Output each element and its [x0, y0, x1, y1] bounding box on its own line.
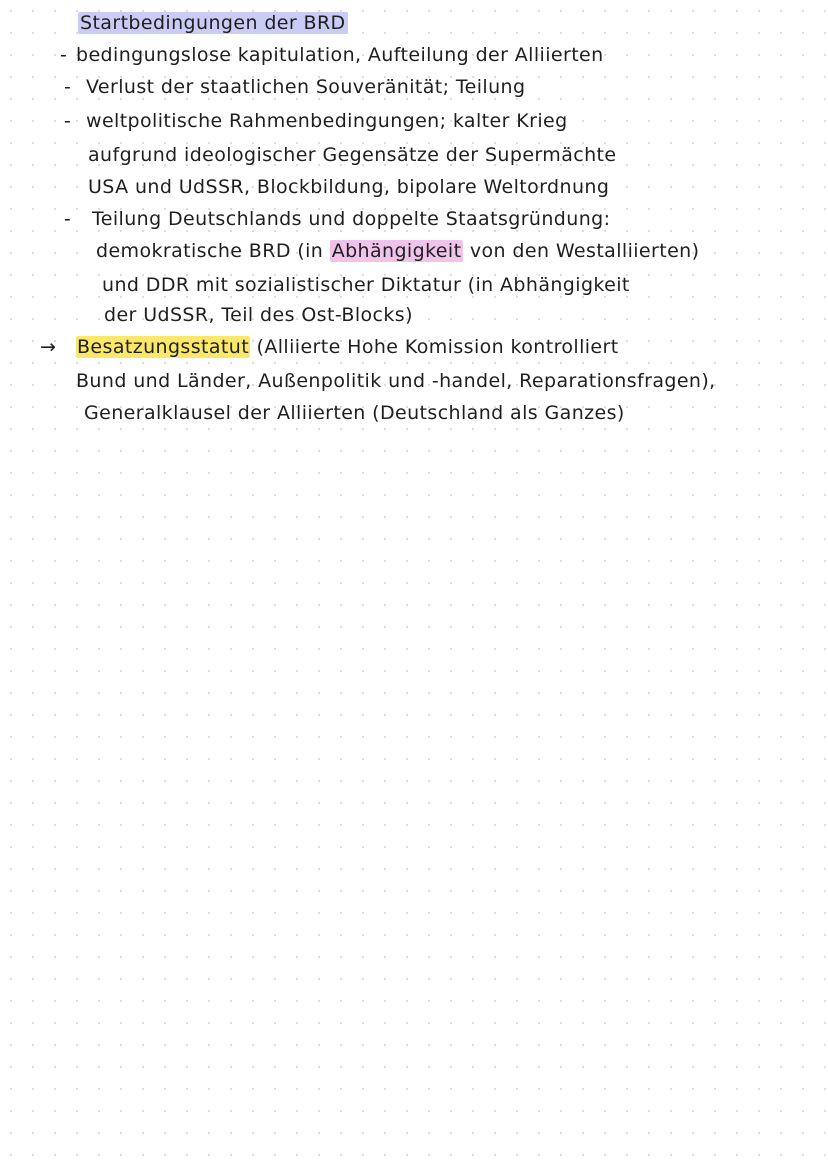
bullet-line: Verlust der staatlichen Souveränität; Teilung [86, 76, 526, 98]
text-segment: von den Westalliierten) [469, 240, 700, 262]
text-segment: demokratische BRD (in [96, 240, 324, 262]
bullet-line-continued: der UdSSR, Teil des Ost-Blocks) [104, 304, 413, 326]
bullet-line: bedingungslose kapitulation, Aufteilung der Alliierten [76, 44, 604, 66]
bullet-line: Teilung Deutschlands und doppelte Staatsgründung: [92, 208, 611, 230]
arrow-icon: → [40, 336, 56, 358]
dash-bullet: - [64, 76, 71, 98]
abhaengigkeit-highlight: Abhängigkeit [331, 240, 462, 262]
heading-highlight: Startbedingungen der BRD [80, 12, 346, 34]
besatzungsstatut-highlight: Besatzungsstatut [77, 336, 250, 358]
dash-bullet: - [64, 208, 71, 230]
dash-bullet: - [60, 44, 67, 66]
bullet-line-continued: aufgrund ideologischer Gegensätze der Supermächte [88, 144, 617, 166]
besatzung-line-continued: Generalklausel der Alliierten (Deutschland als Ganzes) [84, 402, 625, 424]
dash-bullet: - [64, 110, 71, 132]
text-segment: (Alliierte Hohe Komission kontrolliert [256, 336, 619, 358]
heading [78, 14, 348, 33]
bullet-line: weltpolitische Rahmenbedingungen; kalter Krieg [86, 110, 568, 132]
besatzung-line-continued: Bund und Länder, Außenpolitik und -handel, Reparationsfragen), [76, 370, 716, 392]
bullet-line-continued [96, 242, 699, 261]
bullet-line-continued: und DDR mit sozialistischer Diktatur (in Abhängigkeit [102, 274, 630, 296]
bullet-line-continued: USA und UdSSR, Blockbildung, bipolare Weltordnung [88, 176, 610, 198]
besatzung-line [76, 338, 619, 357]
